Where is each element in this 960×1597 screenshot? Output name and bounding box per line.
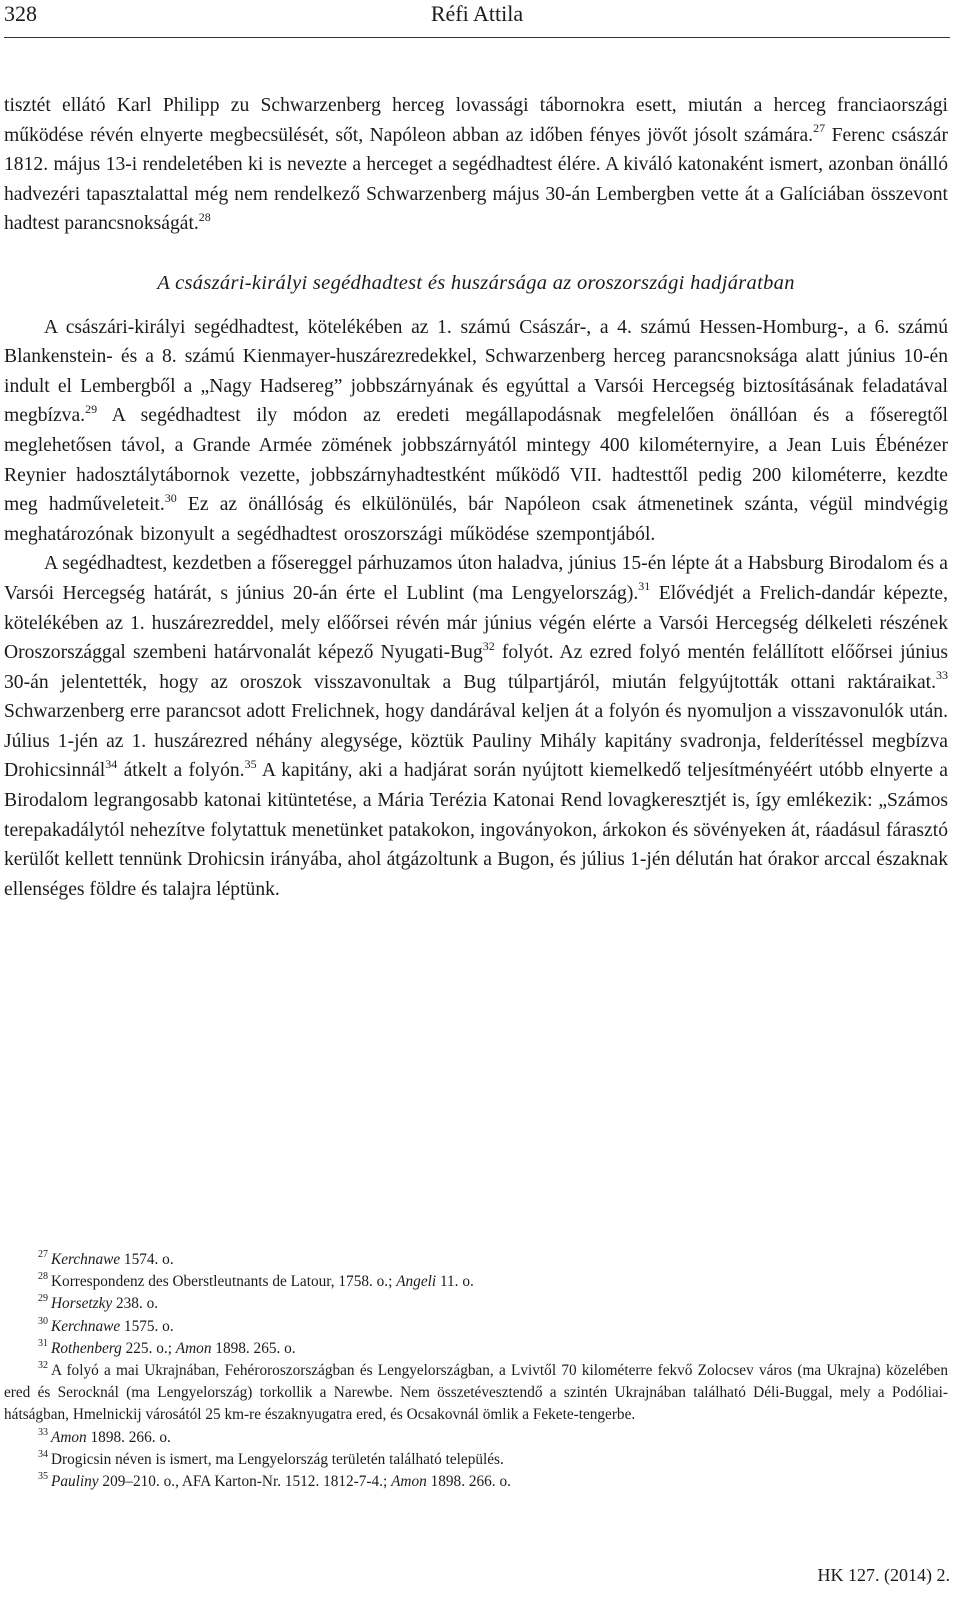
footnote-number: 31 [38, 1337, 48, 1349]
footnote-35 [4, 1471, 948, 1493]
footnote-text: Korrespondenz des Oberstleutnants de Latour, 1758. o.; [51, 1273, 397, 1291]
text-run: Ez az önállóság és elkülönülés, bár Napóleon csak átmenetinek szánta, végül mindvégig meghatározónak bizonyult a segédhadtest oroszországi működése szempontjából. [4, 494, 948, 545]
text-run: A segédhadtest ily módon az eredeti megállapodásnak megfelelően önállóan és a főseregtől meglehetősen távol, a Grande Armée zömének jobbszárnyától mintegy 400 kilométernyire, a Jean Luis Ébénézer Reynier hadosztálytábornok vezette, jobbszárnyhadtestként működő VII. hadtesttől pedig 200 kilométerre, kezdte meg hadműveleteit. [4, 405, 948, 516]
footnote-number: 32 [38, 1359, 48, 1371]
footnote-32 [4, 1360, 948, 1427]
footnote-number: 33 [38, 1426, 48, 1438]
footnote-text: A folyó a mai Ukrajnában, Fehéroroszországban és Lengyelországban, a Lvivtől 70 kilométerre fekvő Zolocsev város (ma Ukrajna) közelében ered és Serocknál (ma Lengyelország) torkollik a Narewbe. Nem összetévesztendő a szintén Ukrajnában található Déli-Buggal, mely a Podóliai-hátságban, Hmelnickij városától 25 km-re északnyugatra ered, és Ocsakovnál ömlik a Fekete-tengerbe. [4, 1362, 948, 1424]
cited-author: Kerchnawe [51, 1317, 121, 1335]
text-run: A kapitány, aki a hadjárat során nyújtott kiemelkedő teljesítményéért utóbb elnyerte a Birodalom legrangosabb katonai kitüntetése, a Mária Terézia Katonai Rend lovagkeresztjét is, így emlékezik: „Számos terepakadálytól nehezítve folytattuk menetünket patakokon, ingoványokon, árkokon és sövényeken át, ráadásul fárasztó kerülőt kellett tennünk Drohicsin irányába, ahol átgázoltunk a Bugon, és július 1-jén délután hat órakor arccal északnak ellenséges földre és talajra léptünk. [4, 760, 948, 900]
running-head [4, 0, 950, 38]
footnote-marker: 35 [244, 756, 257, 771]
footnote-text: 238. o. [112, 1295, 159, 1313]
text-run: tisztét ellátó Karl Philipp zu Schwarzenberg herceg lovassági tábornokra esett, miután a herceg franciaországi működése révén elnyerte megbecsülését, sőt, Napóleon abban az időben fényes jövőt jósolt számára. [4, 95, 948, 146]
page-number: 328 [4, 1, 37, 26]
footnote-text: 1898. 266. o. [86, 1428, 171, 1446]
footnote-33 [4, 1427, 948, 1449]
cited-author: Pauliny [51, 1473, 99, 1491]
cited-author: Rothenberg [51, 1339, 122, 1357]
footnote-marker: 30 [164, 490, 177, 505]
footnote-text: 209–210. o., AFA Karton-Nr. 1512. 1812-7-4.; [98, 1473, 392, 1491]
cited-author: Amon [391, 1473, 427, 1491]
footnote-number: 29 [38, 1293, 48, 1305]
footnote-text: 11. o. [436, 1273, 474, 1291]
footnote-marker: 32 [482, 638, 495, 653]
footnote-number: 30 [38, 1315, 48, 1327]
cited-author: Horsetzky [51, 1295, 113, 1313]
footnote-number: 28 [38, 1271, 48, 1283]
footnote-text: 1575. o. [120, 1317, 174, 1335]
footnote-marker: 29 [85, 401, 98, 416]
footnote-text: 1898. 265. o. [211, 1339, 296, 1357]
footnote-number: 35 [38, 1470, 48, 1482]
paragraph-3 [4, 549, 948, 904]
section-heading: A császári-királyi segédhadtest és huszársága az oroszországi hadjáratban [157, 271, 795, 294]
cited-author: Amon [175, 1339, 212, 1357]
footnote-marker: 31 [638, 579, 651, 594]
text-run: folyót. Az ezred folyó mentén felállított előőrsei június 30-án jelentették, hogy az oroszok visszavonultak a Bug túlpartjáról, miután felgyújtották ottani raktáraikat. [4, 642, 948, 693]
footnote-marker: 27 [813, 121, 826, 136]
footnote-30 [4, 1316, 948, 1338]
footnote-34 [4, 1449, 948, 1471]
footnote-text: Drogicsin néven is ismert, ma Lengyelország területén található település. [51, 1450, 504, 1468]
author-name: Réfi Attila [430, 1, 524, 26]
footnotes-list [4, 1249, 948, 1493]
footnote-text: 1574. o. [120, 1251, 174, 1268]
journal-citation: HK 127. (2014) 2. [817, 1565, 950, 1585]
text-run: átkelt a folyón. [117, 760, 245, 782]
main-text [4, 91, 948, 904]
paragraph-1 [4, 91, 948, 239]
footnote-31 [4, 1338, 948, 1360]
footnote-marker: 33 [936, 668, 948, 683]
footnote-marker: 34 [105, 756, 118, 771]
paragraph-2 [4, 313, 948, 550]
footnote-29 [4, 1293, 948, 1315]
text-run: Ferenc császár 1812. május 13-i rendeletében ki is nevezte a herceget a segédhadtest élére. A kiváló katonaként ismert, azonban önálló hadvezéri tapasztalattal még nem rendelkező Schwarzenberg május 30-án Lembergben vette át a Galíciában összevont hadtest parancsnokságát. [4, 124, 948, 235]
footnote-marker: 28 [198, 209, 211, 224]
footnote-number: 34 [38, 1448, 48, 1460]
footnote-28 [4, 1271, 948, 1293]
footnote-text: 1898. 266. o. [426, 1473, 511, 1491]
footnote-number: 27 [38, 1248, 48, 1260]
text-run: Schwarzenberg erre parancsot adott Frelichnek, hogy dandárával keljen át a folyón és nyomuljon a visszavonulók után. Július 1-jén az 1. huszárezred néhány alegysége, köztük Pauliny Mihály kapitány svadronja, felderítéssel megbízva Drohicsinnál [4, 701, 948, 782]
footnote-text: 225. o.; [121, 1339, 176, 1357]
cited-author: Angeli [396, 1273, 437, 1291]
cited-author: Kerchnawe [51, 1251, 121, 1268]
text-run: Elővédjét a Frelich-dandár képezte, kötelékében az 1. huszárezreddel, mely előőrsei révén már június végén elérte a Varsói Hercegség délkeleti részének Oroszországgal szembeni határvonalát képező Nyugati-Bug [4, 582, 948, 664]
text-run: A segédhadtest, kezdetben a fősereggel párhuzamos úton haladva, június 15-én lépte át a Habsburg Birodalom és a Varsói Hercegség határát, s június 20-án érte el Lublint (ma Lengyelország). [4, 553, 948, 604]
text-run: A császári-királyi segédhadtest, kötelékében az 1. számú Császár-, a 4. számú Hessen-Homburg-, a 6. számú Blankenstein- és a 8. számú Kienmayer-huszárezredekkel, Schwarzenberg herceg parancsnoksága alatt június 10-én indult el Lembergből a „Nagy Hadsereg” jobbszárnyának és egyúttal a Varsói Hercegség biztosításának feladatával megbízva. [4, 316, 948, 427]
cited-author: Amon [51, 1428, 87, 1446]
footnote-27 [4, 1249, 948, 1271]
